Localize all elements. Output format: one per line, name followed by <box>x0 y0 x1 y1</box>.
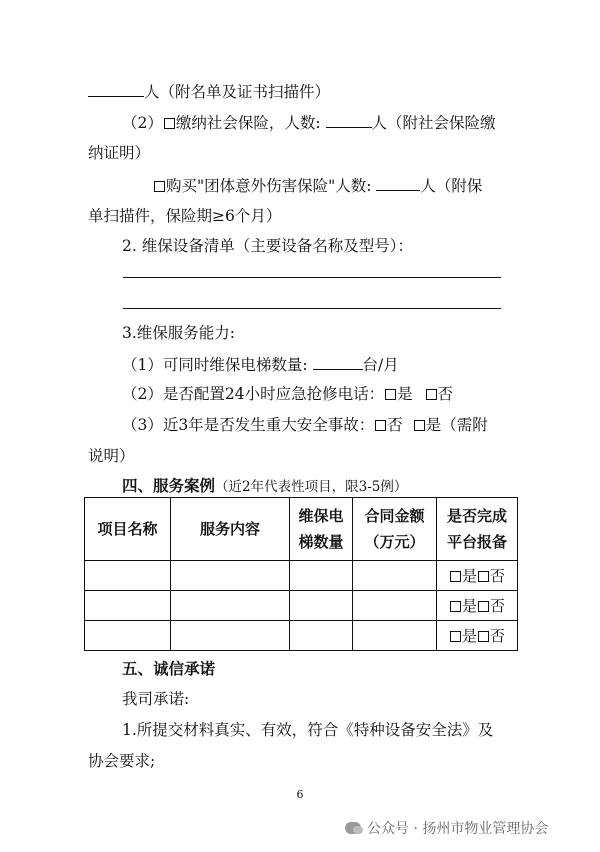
cell-platform-filed: 是 否 <box>437 561 518 591</box>
filed-no-checkbox[interactable] <box>478 631 489 642</box>
pledge-item-1: 1.所提交材料真实、有效，符合《特种设备安全法》及 <box>122 721 494 739</box>
filed-yes-checkbox[interactable] <box>450 631 461 642</box>
header-elevator-count: 维保电 梯数量 <box>290 498 353 561</box>
cell-contract-amount[interactable] <box>353 591 437 621</box>
personnel-line-1: 人（附名单及证书扫描件） <box>88 81 330 102</box>
capacity-heading: 3.维保服务能力: <box>122 324 236 342</box>
header-project-name: 项目名称 <box>85 498 171 561</box>
capacity-item-3-cont: 说明） <box>88 447 135 465</box>
cell-project-name[interactable] <box>85 591 171 621</box>
accident-no-checkbox[interactable] <box>375 420 386 431</box>
capacity-item-2: （2）是否配置24小时应急抢修电话： 是 否 <box>122 385 454 403</box>
table-row <box>85 621 518 651</box>
accident-insurance-checkbox[interactable] <box>154 181 165 192</box>
social-insurance-checkbox[interactable] <box>164 118 175 129</box>
hotline-no-checkbox[interactable] <box>426 389 437 400</box>
table-row <box>85 561 518 591</box>
service-cases-table <box>84 497 518 651</box>
pledge-intro: 我司承诺: <box>122 690 190 708</box>
cell-platform-filed: 是 否 <box>437 621 518 651</box>
blank-accident-insured-count <box>376 175 420 191</box>
filed-yes-checkbox[interactable] <box>450 571 461 582</box>
blank-elevator-capacity <box>313 354 363 370</box>
cell-service-content[interactable] <box>171 561 290 591</box>
cell-contract-amount[interactable] <box>353 561 437 591</box>
personnel-line-5: 单扫描件，保险期≥6个月） <box>88 207 282 225</box>
cell-service-content[interactable] <box>171 591 290 621</box>
pledge-item-1-cont: 协会要求; <box>88 752 156 770</box>
watermark: 公众号 · 扬州市物业管理协会 <box>345 818 548 838</box>
blank-insured-count <box>326 112 372 128</box>
cell-platform-filed: 是 否 <box>437 591 518 621</box>
personnel-line-3: 纳证明） <box>88 144 151 162</box>
equipment-heading: 2. 维保设备清单（主要设备名称及型号）： <box>122 237 413 255</box>
cell-service-content[interactable] <box>171 621 290 651</box>
filed-no-checkbox[interactable] <box>478 601 489 612</box>
page-number: 6 <box>296 788 304 801</box>
header-platform-filed: 是否完成 平台报备 <box>437 498 518 561</box>
table-row <box>85 591 518 621</box>
filed-yes-checkbox[interactable] <box>450 601 461 612</box>
personnel-line-2: （2） 缴纳社会保险，人数: 人（附社会保险缴 <box>122 114 496 132</box>
capacity-item-1: （1）可同时维保电梯数量: 台/月 <box>122 356 399 374</box>
blank-certified-count <box>88 81 144 97</box>
wechat-icon <box>345 822 361 834</box>
cell-elevator-count[interactable] <box>290 621 353 651</box>
accident-yes-checkbox[interactable] <box>414 420 425 431</box>
header-contract-amount: 合同金额 （万元） <box>353 498 437 561</box>
capacity-item-3: （3）近3年是否发生重大安全事故： 否 是（需附 <box>122 416 488 434</box>
table-header-row <box>85 498 518 561</box>
header-service-content: 服务内容 <box>171 498 290 561</box>
cell-elevator-count[interactable] <box>290 591 353 621</box>
cell-project-name[interactable] <box>85 621 171 651</box>
section-4-heading: 四、服务案例（近2年代表性项目，限3-5例） <box>122 476 408 495</box>
hotline-yes-checkbox[interactable] <box>385 389 396 400</box>
equipment-blank-line-2 <box>123 308 501 309</box>
personnel-line-4: 购买"团体意外伤害保险"人数: 人（附保 <box>153 175 482 196</box>
equipment-blank-line-1 <box>123 277 501 278</box>
section-5-heading: 五、诚信承诺 <box>122 659 216 678</box>
cell-project-name[interactable] <box>85 561 171 591</box>
filed-no-checkbox[interactable] <box>478 571 489 582</box>
cell-elevator-count[interactable] <box>290 561 353 591</box>
cell-contract-amount[interactable] <box>353 621 437 651</box>
